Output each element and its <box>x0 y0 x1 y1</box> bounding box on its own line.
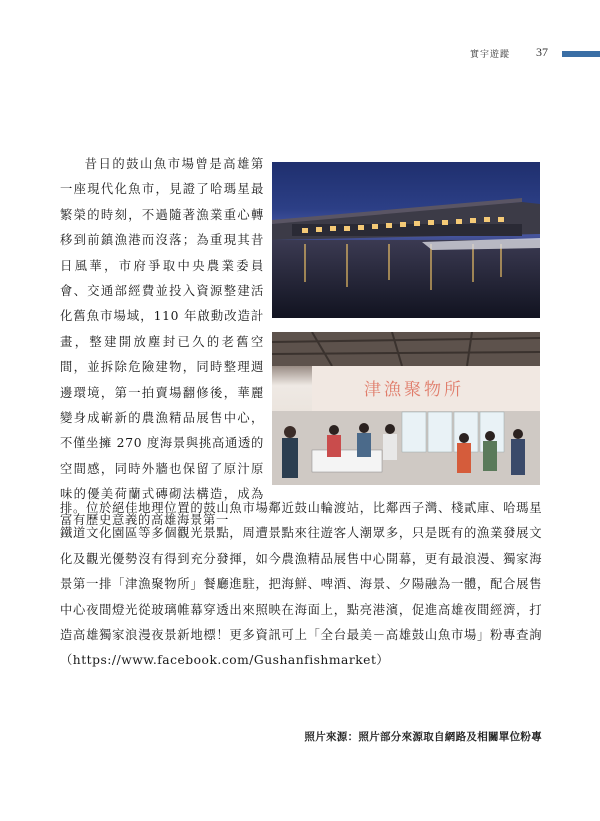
exhibition-interior-illustration <box>272 332 540 485</box>
article-paragraph-wrapped: 昔日的鼓山魚市場曾是高雄第一座現代化魚市，見證了哈瑪星最繁榮的時刻，不過隨著漁業重心轉移到前鎮漁港而沒落；為重現其昔日風華，市府爭取中央農業委員會、交通部經費並投入資源整建活化舊魚市場域，110 年啟動改造計畫，整建開放塵封已久的老舊空間，並拆除危險建物，同時整理週邊環境，第一拍賣場翻修後，華麗變身成嶄新的農漁精品展售中心，不僅坐擁 270 度海景與挑高通透的空間感，同時外牆也保留了原汁原味的優美荷蘭式磚砌法構造，成為富有歷史意義的高雄海景第一 <box>60 157 264 527</box>
article-text-full-width <box>60 496 542 674</box>
article-text-column <box>60 152 264 533</box>
header-accent-bar <box>562 51 600 57</box>
photo-credit-caption: 照片來源：照片部分來源取自網路及相關單位粉專 <box>304 731 542 743</box>
page-number: 37 <box>536 45 548 59</box>
photo-exhibition-center-interior <box>272 332 540 485</box>
shop-sign-text: 津漁聚物所 <box>364 380 464 400</box>
fish-market-night-illustration <box>272 162 540 318</box>
article-paragraph-continued: 排。位於絕佳地理位置的鼓山魚市場鄰近鼓山輪渡站，比鄰西子灣、棧貳庫、哈瑪星鐵道文化園區等多個觀光景點，周遭景點來往遊客人潮眾多，只是既有的漁業發展文化及觀光優勢沒有得到充分發揮，如今農漁精品展售中心開幕，更有最浪漫、獨家海景第一排「津漁聚物所」餐廳進駐，把海鮮、啤酒、海景、夕陽融為一體，配合展售中心夜間燈光從玻璃帷幕穿透出來照映在海面上，點亮港濱，促進高雄夜間經濟，打造高雄獨家浪漫夜景新地標！更多資訊可上「全台最美－高雄鼓山魚市場」粉專查詢（https://www.facebook.com/Gushanfishmarket） <box>60 501 542 668</box>
photo-fish-market-night <box>272 162 540 318</box>
page-header <box>400 45 600 61</box>
header-section-title: 實宇遊蹤 <box>469 50 510 60</box>
